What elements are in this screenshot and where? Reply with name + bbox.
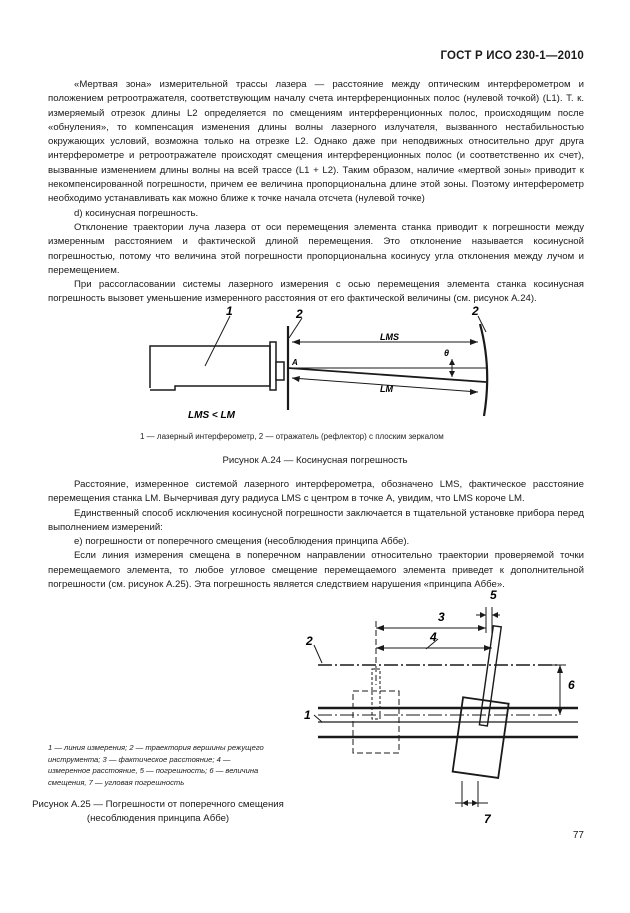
fig24-label-theta: θ [444,348,450,358]
fig24-label-inequality: LMS < LM [188,410,235,421]
fig24-label-2b: 2 [472,304,479,318]
figure-a24 [0,298,630,428]
paragraph-only-way: Единственный способ исключения косинусной погрешности заключается в тщательной установке прибора перед выполнением измерений: [48,507,584,533]
fig24-title: Рисунок А.24 — Косинусная погрешность [222,455,408,466]
paragraph-abbe-heading: e) погрешности от поперечного смещения (несоблюдения принципа Аббе). [74,536,410,548]
paragraph-cosine-effect: При рассогласовании системы лазерного измерения с осью перемещения элемента станка косинусная погрешность вызовет уменьшение измеренного расстояния от его фактической величины (см. рисунок А.24). [48,279,584,305]
paragraph-dead-zone: «Мертвая зона» измерительной трассы лазера — расстояние между оптическим интерферометром и положением ретроотражателя, соответствующим началу счета интерференционных полос (нулевой точкой) (L1). Т. к. измеряемый отрезок длины L2 определяется по смещениям интерференционных полос, происходящим после «обнуления», то компенсация изменения длины волны лазерного излучателя, вызванного нестабильностью окружающих условий, возможна только на отрезке L2. Однако даже при неподвижных относительно друг друга интерферометре и ретроотражателе происходят смещения интерференционных полос (и соответственно их счет), вызванные изменением длины волны на всей трассе (L1 + L2). Таким образом, наличие «мертвой зоны» приводит к некомпенсированной погрешности, причем ее величина пропорциональна длине этой зоны. Поэтому интерферометр необходимо устанавливать как можно ближе к точке начала отсчета (нулевой точке) [48,79,584,205]
paragraph-abbe-effect: Если линия измерения смещена в поперечном направлении относительно траектории проверяемой точки перемещаемого элемента, то любое угловое смещение перемещаемого элемента приведет к дополнительной погрешности (см. рисунок А.25). Эта погрешность является следствием нарушения «принципа Аббе». [48,550,584,591]
page-header: ГОСТ Р ИСО 230-1—2010 [440,50,584,62]
figure-a25 [0,585,630,830]
fig25-label-2: 2 [306,634,313,648]
fig24-label-lm: LM [380,384,393,394]
text-block-1 [48,78,584,307]
paragraph-lms-lm: Расстояние, измеренное системой лазерного интерферометра, обозначено LMS, фактическое расстояние перемещения станка LM. Вычерчивая дугу радиуса LMS с центром в точке A, увидим, что LMS короче LM. [48,479,584,505]
fig24-caption: 1 — лазерный интерферометр, 2 — отражатель (рефлектор) с плоским зеркалом [140,432,444,441]
fig25-title: Рисунок А.25 — Погрешности от поперечного смещения (несоблюдения принципа Аббе) [32,799,284,824]
fig25-label-3: 3 [438,610,445,624]
text-block-2 [48,478,584,592]
fig25-legend: 1 — линия измерения; 2 — траектория вершины режущего инструмента; 3 — фактическое расстояние; 4 — измеренное расстояние, 5 — погрешность; 6 — величина смещения, 7 — угловая погрешность [48,743,264,787]
fig25-label-7: 7 [484,812,491,826]
fig25-label-4: 4 [430,630,437,644]
fig24-label-lms: LMS [380,332,399,342]
fig25-label-5: 5 [490,588,497,602]
paragraph-cosine-definition: Отклонение траектории луча лазера от оси перемещения элемента станка приводит к погрешности между измеренным расстоянием и фактической длиной перемещения. Это отклонение называется косинусной погрешностью, потому что величина этой погрешности пропорциональна косинусу угла отклонения между лучом и перемещением. [48,221,584,276]
fig25-label-1: 1 [304,708,311,722]
interferometer-lens [270,342,276,390]
paragraph-cosine-heading: d) косинусная погрешность. [74,207,199,219]
fig25-label-6: 6 [568,678,575,692]
page-number: 77 [572,830,584,841]
reflector-right [480,324,487,416]
fig24-label-2a: 2 [296,307,303,321]
fig24-label-1: 1 [226,304,233,318]
fig24-label-a: A [292,358,298,367]
interferometer-outline [150,346,270,390]
